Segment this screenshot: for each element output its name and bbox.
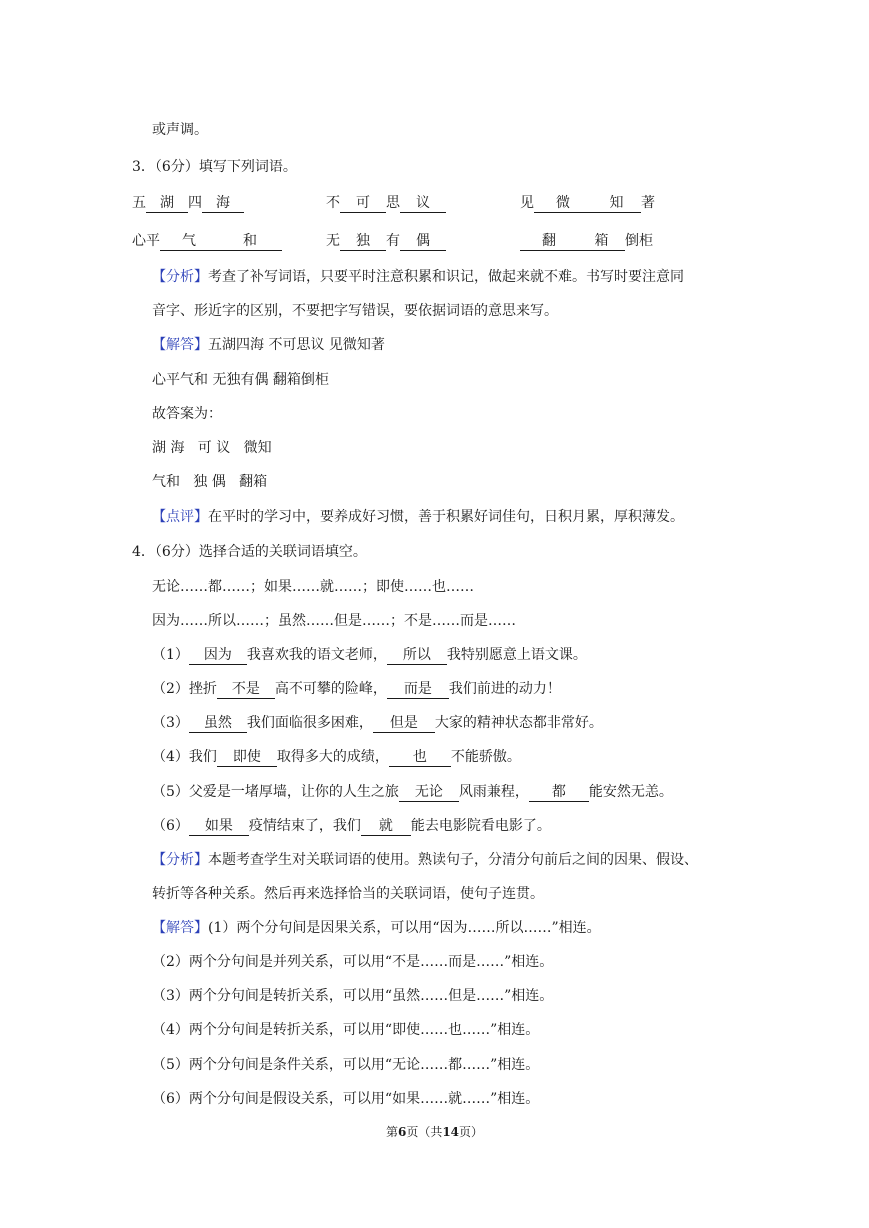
q4-header: 4．（6分）选择合适的关联词语填空。	[132, 544, 367, 560]
analysis-tag: 【分析】	[152, 269, 208, 285]
analysis-tag: 【分析】	[152, 852, 208, 868]
q4-answer-line-3: （3）两个分句间是转折关系，可以用“虽然……但是……”相连。	[152, 988, 554, 1004]
q4-item-2: （2）挫折 不是 高不可攀的险峰， 而是 我们前进的动力！	[152, 681, 561, 697]
q3-answer-line-1: 【解答】五湖四海 不可思议 见微知著	[152, 337, 385, 353]
q4-answer-line-5: （5）两个分句间是条件关系，可以用“无论……都……”相连。	[152, 1057, 540, 1073]
q4-options-2: 因为……所以……；虽然……但是……；不是……而是……	[152, 613, 516, 629]
q4-analysis-line-2: 转折等各种关系。然后再来选择恰当的关联词语，使句子连贯。	[152, 886, 544, 902]
q4-answer-line-6: （6）两个分句间是假设关系，可以用“如果……就……”相连。	[152, 1091, 540, 1107]
page-number: 6	[397, 1125, 407, 1139]
q3-idiom-5: 无 独 有 偶	[326, 231, 446, 251]
page-footer: 第6页（共14页）	[385, 1125, 484, 1139]
q4-analysis-line-1: 【分析】本题考查学生对关联词语的使用。熟读句子，分清分句前后之间的因果、假设、	[152, 852, 698, 868]
q3-header: 3．（6分）填写下列词语。	[132, 159, 297, 175]
q3-idiom-1: 五 湖 四 海	[132, 193, 244, 213]
answer-tag: 【解答】	[152, 337, 208, 353]
q4-item-6: （6） 如果 疫情结束了，我们 就 能去电影院看电影了。	[152, 818, 551, 834]
q3-analysis-line-2: 音字、形近字的区别，不要把字写错误，要依据词语的意思来写。	[152, 303, 558, 319]
q4-item-1: （1） 因为 我喜欢我的语文老师， 所以 我特别愿意上语文课。	[152, 647, 587, 663]
page-total: 14	[442, 1125, 460, 1139]
q4-item-3: （3） 虽然 我们面临很多困难， 但是 大家的精神状态都非常好。	[152, 715, 603, 731]
q3-answer-line-4: 湖 海 可 议 微知	[152, 440, 272, 456]
q4-item-4: （4）我们 即使 取得多大的成绩， 也 不能骄傲。	[152, 749, 521, 765]
q4-options-1: 无论……都……；如果……就……；即使……也……	[152, 579, 474, 595]
q3-answer-line-2: 心平气和 无独有偶 翻箱倒柜	[152, 372, 329, 388]
q3-answer-line-3: 故答案为：	[152, 406, 222, 422]
q3-analysis-line-1: 【分析】考查了补写词语，只要平时注意积累和识记，做起来就不难。书写时要注意同	[152, 269, 684, 285]
comment-tag: 【点评】	[152, 509, 208, 525]
q3-idiom-3: 见 微 知 著	[520, 195, 655, 211]
q4-item-5: （5）父爱是一堵厚墙，让你的人生之旅 无论 风雨兼程， 都 能安然无恙。	[152, 784, 673, 800]
q3-idiom-6: 翻 箱 倒柜	[520, 231, 653, 251]
q3-idiom-4: 心平 气 和	[132, 231, 282, 251]
intro-tail: 或声调。	[152, 122, 208, 138]
q4-answer-line-4: （4）两个分句间是转折关系，可以用“即使……也……”相连。	[152, 1022, 540, 1038]
q3-comment: 【点评】在平时的学习中，要养成好习惯，善于积累好词佳句，日积月累，厚积薄发。	[152, 509, 684, 525]
q4-answer-line-2: （2）两个分句间是并列关系，可以用“不是……而是……”相连。	[152, 954, 554, 970]
q4-answer-line-1: 【解答】(1）两个分句间是因果关系，可以用“因为……所以……”相连。	[152, 920, 601, 936]
answer-tag: 【解答】	[152, 920, 208, 936]
q3-answer-line-5: 气和 独 偶 翻箱	[152, 474, 268, 490]
q3-idiom-2: 不 可 思 议	[326, 193, 446, 213]
